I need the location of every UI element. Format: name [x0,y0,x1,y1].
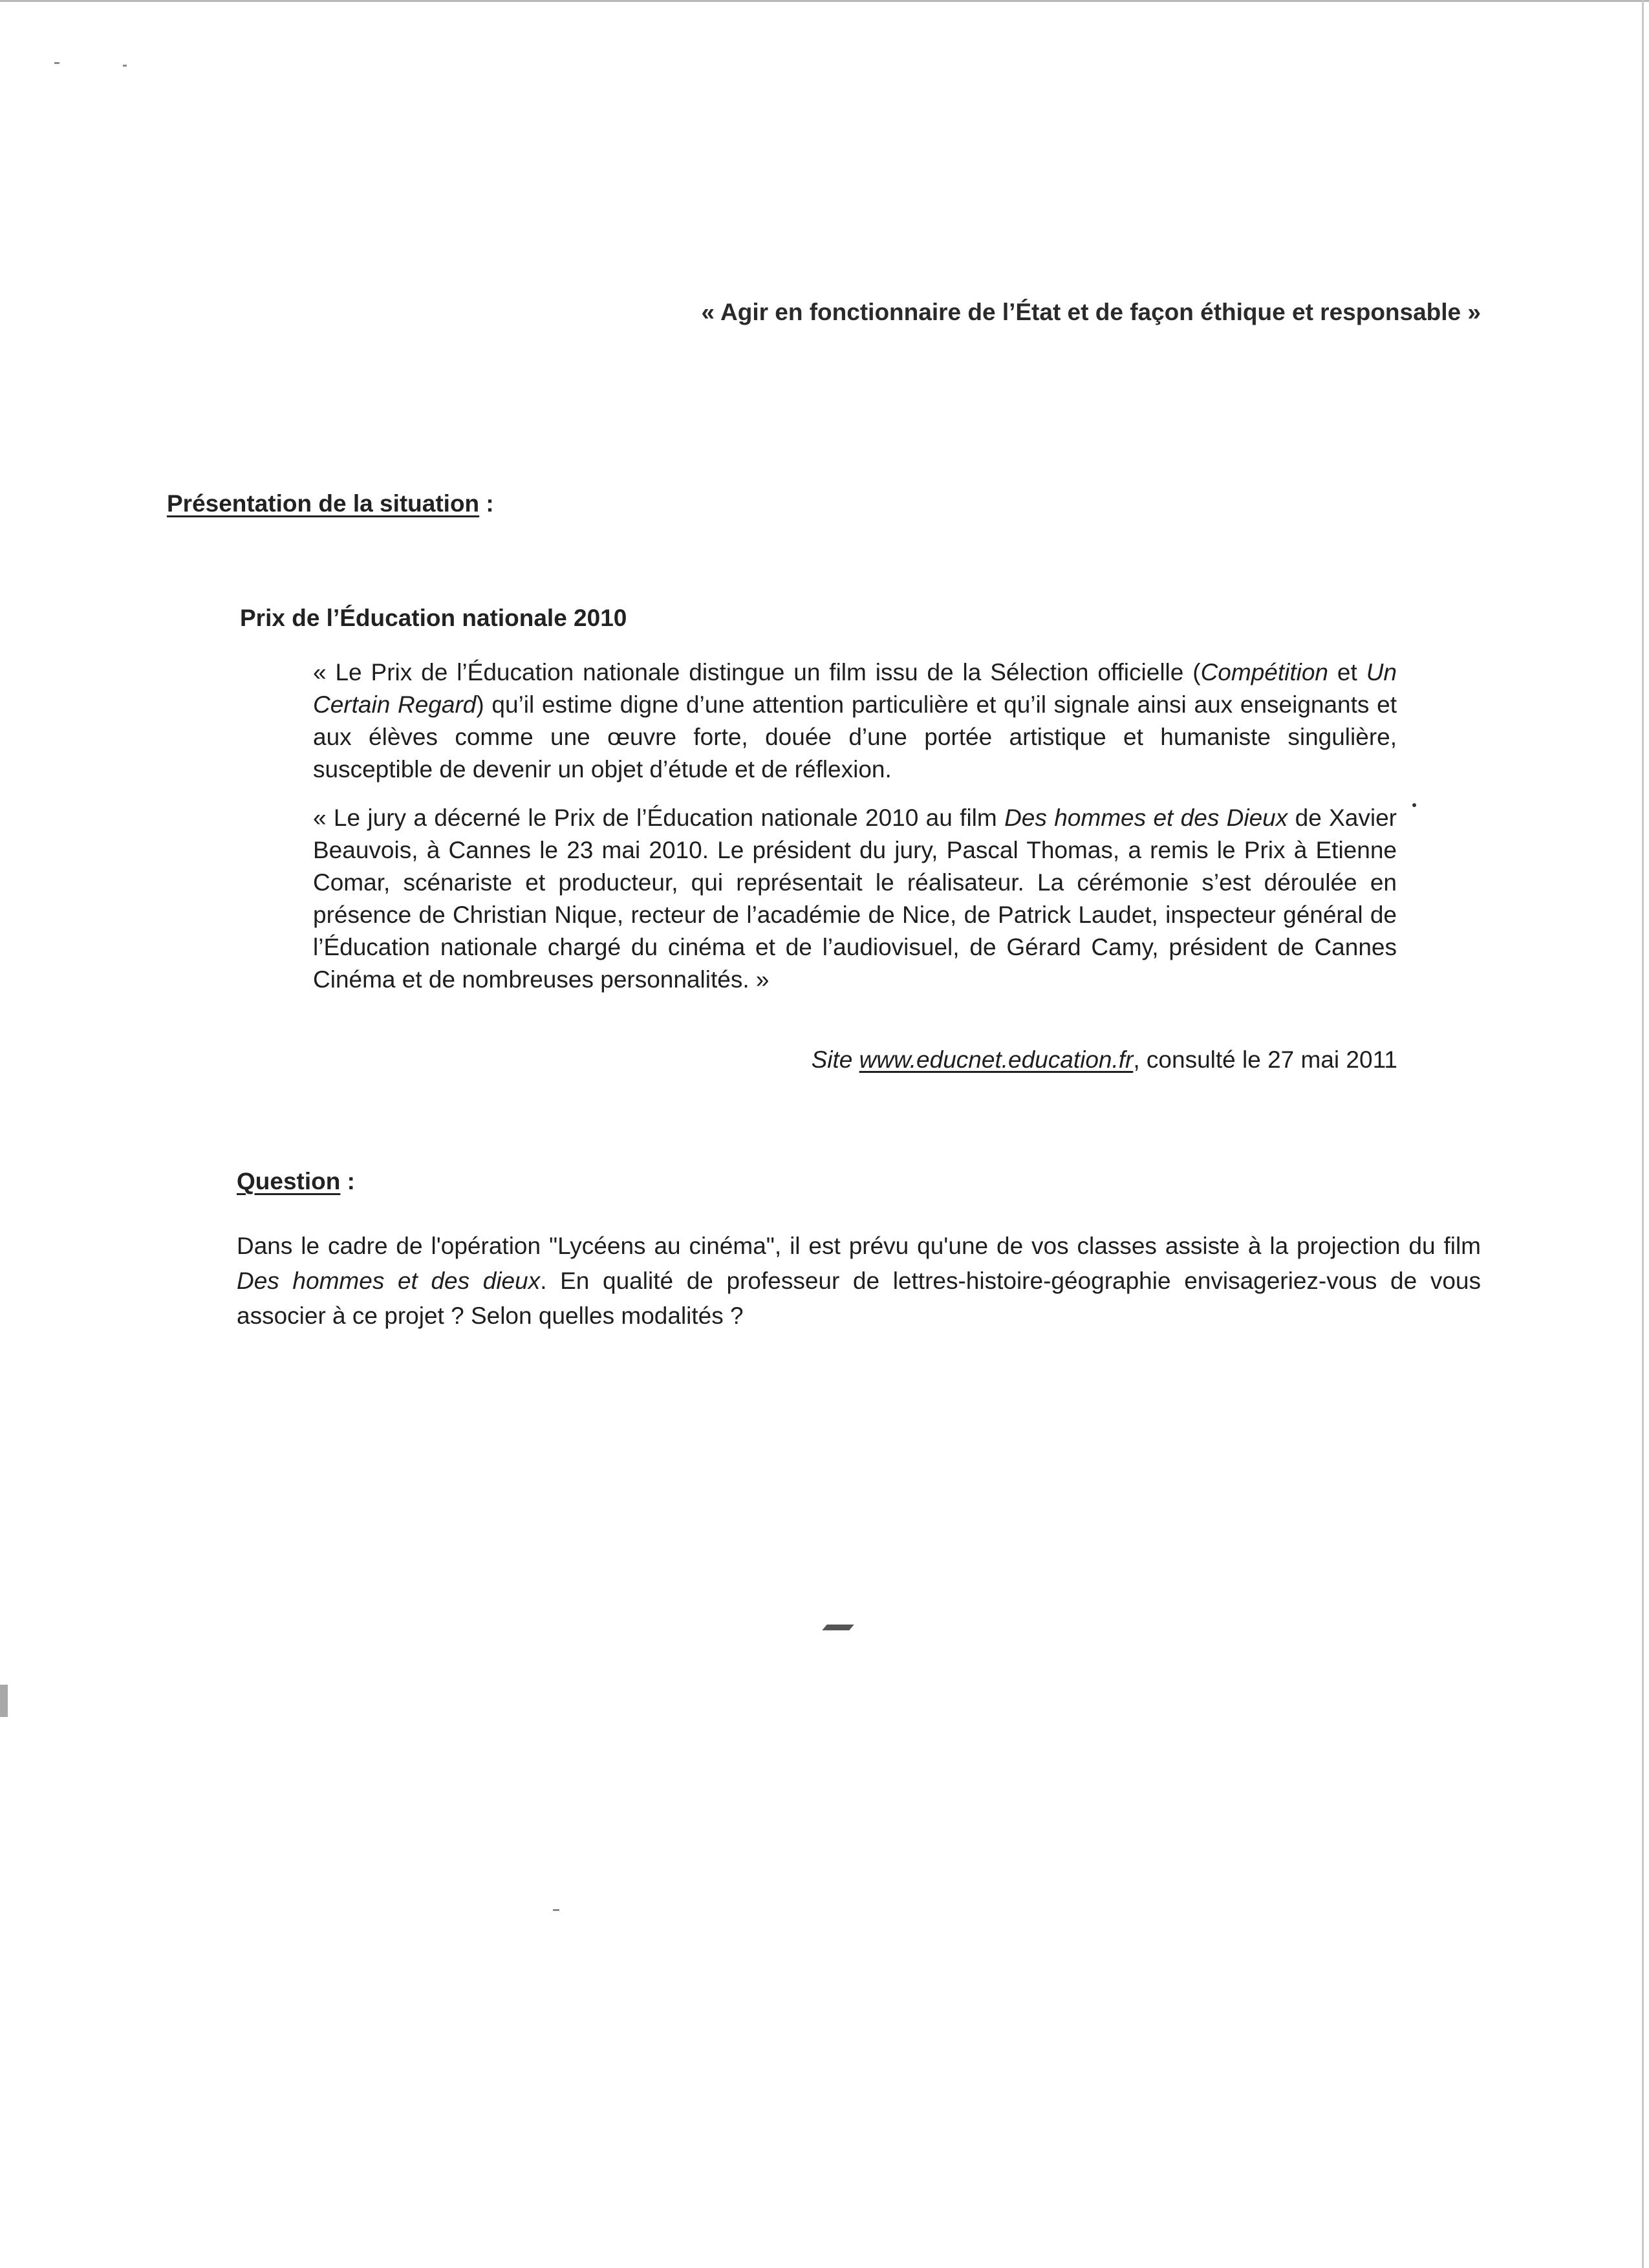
question-heading-label: Question [237,1168,341,1194]
quote1-text-b: et [1328,659,1366,686]
quote1-text-c: ) qu’il estime digne d’une attention particulière et qu’il signale ainsi aux enseignants et aux élèves comme une œuvre forte, douée d’une portée artistique et humaniste singulière, susceptible de devenir un objet d’étude et de réflexion. [313,691,1397,783]
question-paragraph [237,1229,1481,1334]
prize-title: Prix de l’Éducation nationale 2010 [240,605,627,631]
quote2-text-b: de Xavier Beauvois, à Cannes le 23 mai 2010. Le président du jury, Pascal Thomas, a remis le Prix à Etienne Comar, scénariste et producteur, qui représentait le réalisateur. La cérémonie s’est déroulée en présence de Christian Nique, recteur de l’académie de Nice, de Patrick Laudet, inspecteur général de l’Éducation nationale chargé du cinéma et de l’audiovisuel, de Gérard Camy, président de Cannes Cinéma et de nombreuses personnalités. » [313,805,1397,993]
scan-edge-top [0,0,1649,21]
question-italic-film: Des hommes et des dieux [237,1268,541,1294]
source-suffix: , consulté le 27 mai 2011 [1133,1046,1397,1073]
scan-edge-right [1642,0,1649,2268]
source-link[interactable]: www.educnet.education.fr [859,1046,1134,1073]
quote2-text-a: « Le jury a décerné le Prix de l’Éducation nationale 2010 au film [313,805,1005,831]
quote-paragraph-2 [313,802,1397,996]
quote1-italic-regard: Un Certain Regard [313,659,1397,718]
scan-speck [0,1685,8,1717]
source-citation [812,1046,1397,1074]
presentation-heading-colon: : [479,490,494,517]
quote1-text-a: « Le Prix de l’Éducation nationale distingue un film issu de la Sélection officielle ( [313,659,1201,686]
presentation-heading-label: Présentation de la situation [167,490,480,517]
source-prefix: Site [811,1046,859,1073]
scan-speck [822,1625,854,1630]
question-text-b: . En qualité de professeur de lettres-histoire-géographie envisageriez-vous de vous associer à ce projet ? Selon quelles modalités ? [237,1268,1481,1329]
question-text-a: Dans le cadre de l'opération "Lycéens au cinéma", il est prévu qu'une de vos classes assiste à la projection du film [237,1233,1481,1259]
quote2-italic-film: Des hommes et des Dieux [1004,805,1288,831]
question-heading-colon: : [340,1168,355,1194]
quote-paragraph-1 [313,656,1397,786]
scan-speck [1412,803,1416,807]
presentation-heading [167,490,494,517]
scan-speck [553,1909,559,1911]
scan-speck [123,65,127,67]
motto-heading: « Agir en fonctionnaire de l’État et de façon éthique et responsable » [701,299,1481,325]
question-heading [237,1168,355,1195]
quote1-italic-competition: Compétition [1200,659,1329,686]
scan-speck [54,62,59,64]
